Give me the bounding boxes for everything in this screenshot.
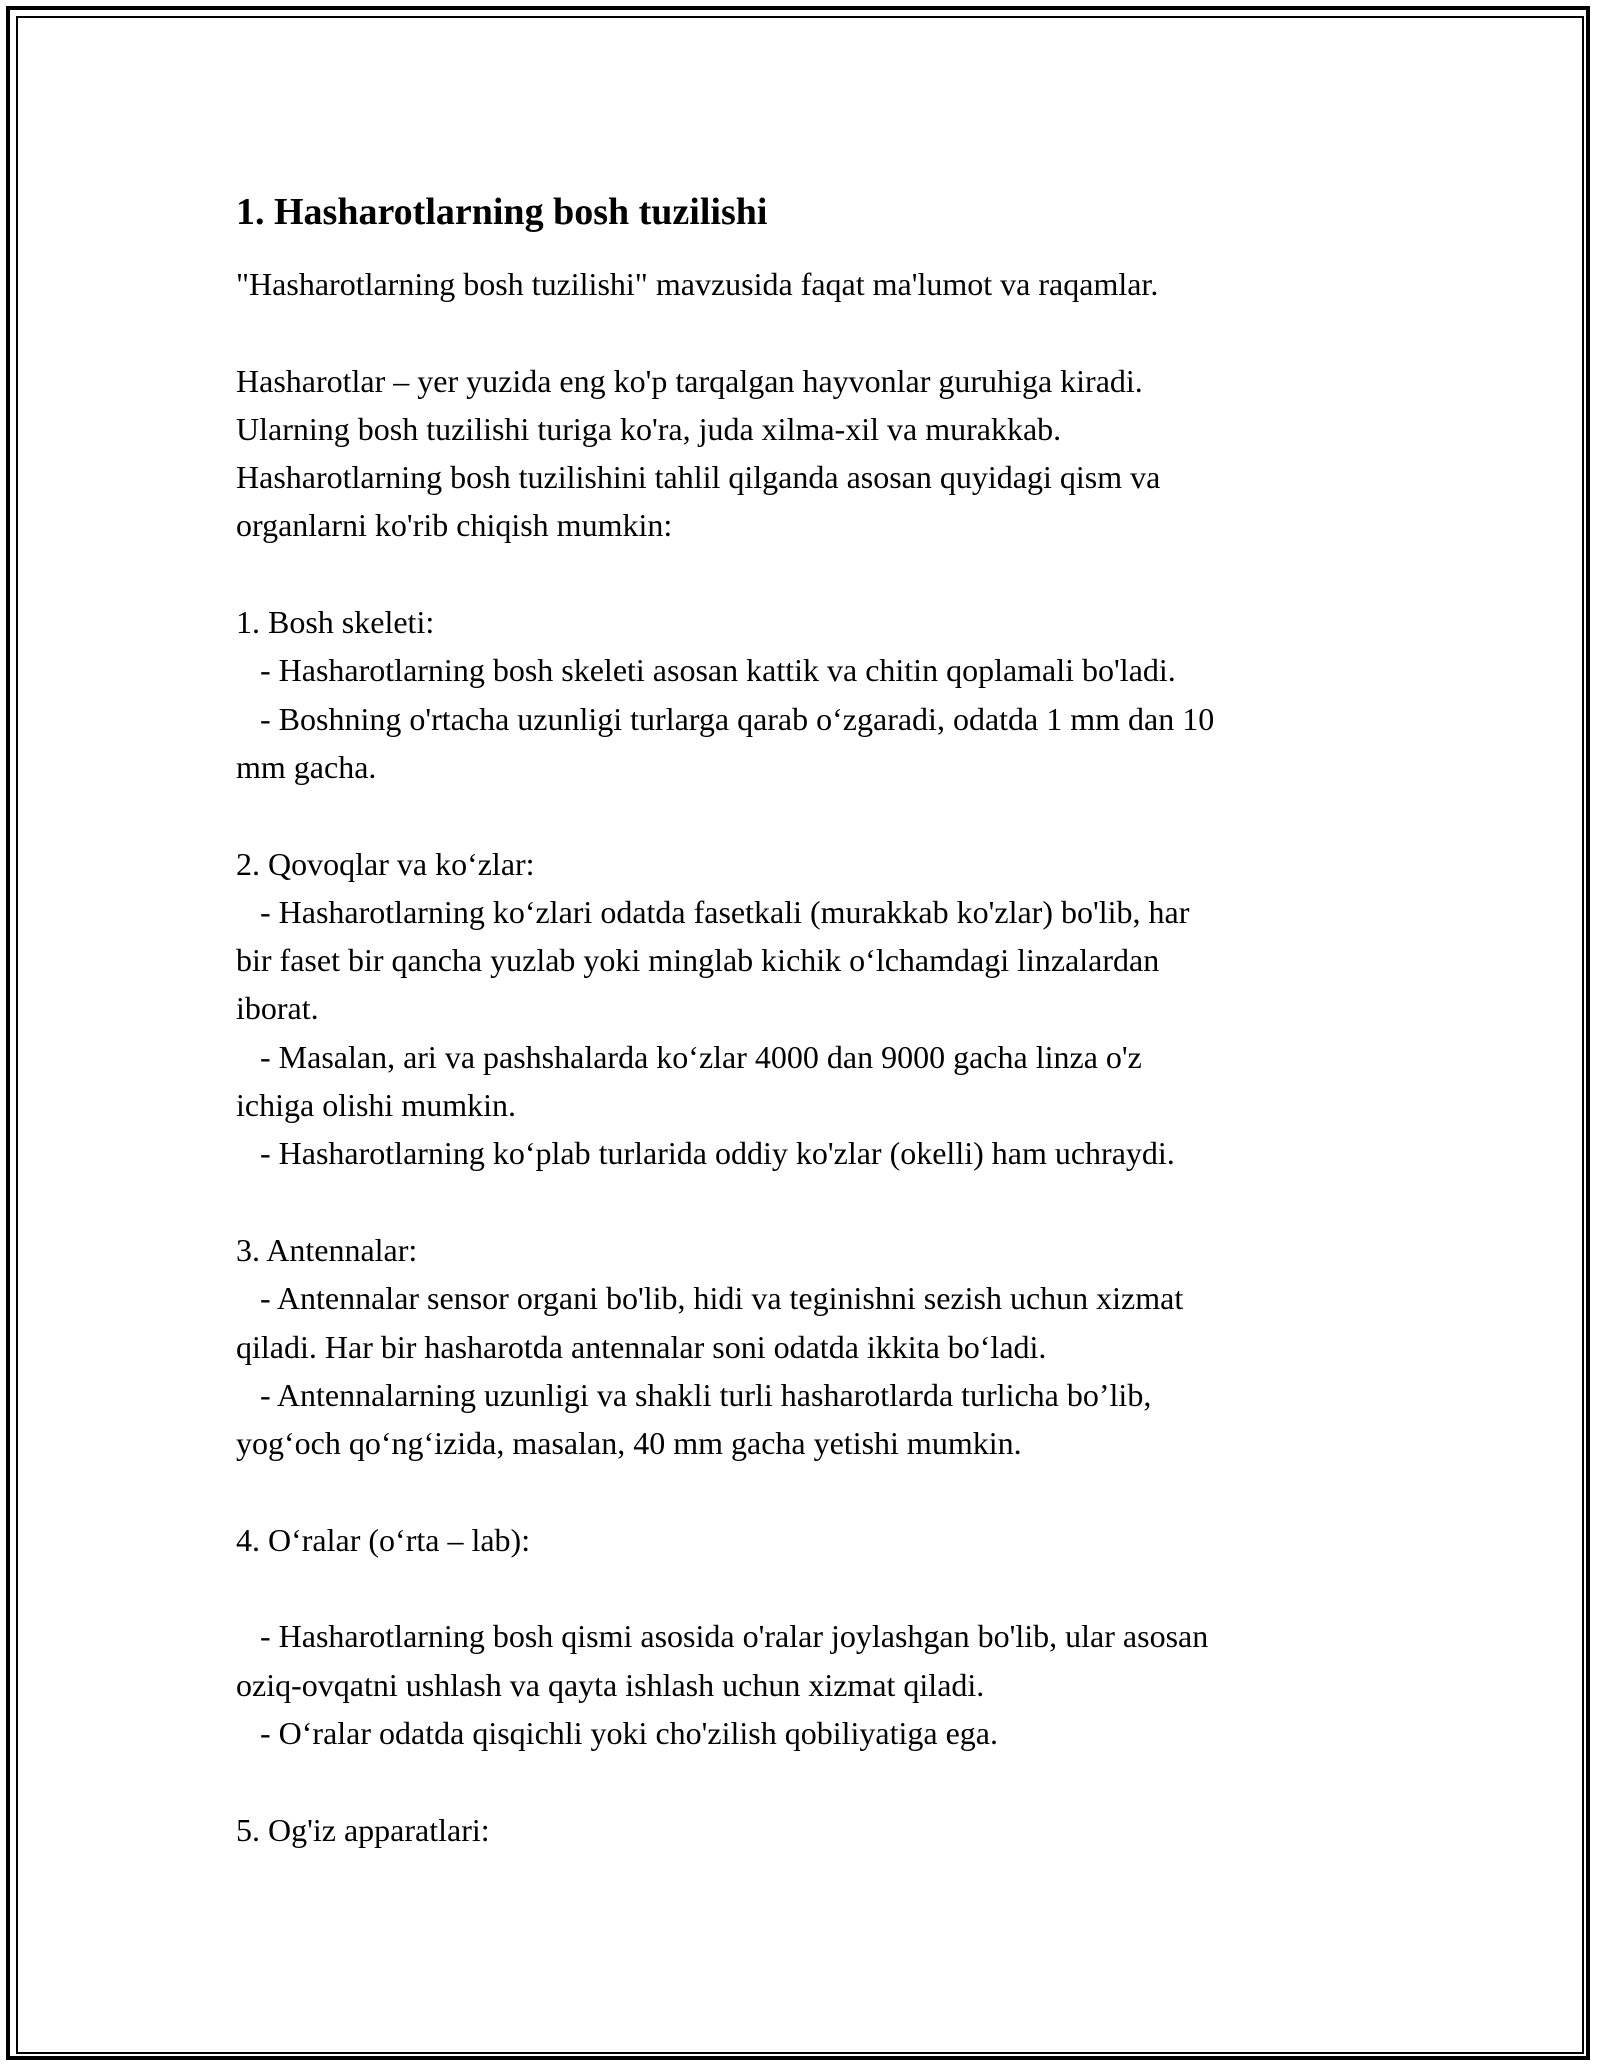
- text-line: [236, 791, 1366, 839]
- text-line: Hasharotlarning bosh tuzilishini tahlil qilganda asosan quyidagi qism va: [236, 459, 1161, 496]
- text-line: - Hasharotlarning koʻzlari odatda fasetkali (murakkab ko'zlar) bo'lib, har: [236, 893, 1190, 930]
- text-line: [236, 1757, 1366, 1805]
- text-line: - Antennalar sensor organi bo'lib, hidi va teginishni sezish uchun xizmat: [236, 1280, 1184, 1317]
- text-line: 5. Og'iz apparatlari:: [236, 1811, 490, 1848]
- text-line: - Oʻralar odatda qisqichli yoki cho'zilish qobiliyatiga ega.: [236, 1714, 998, 1751]
- text-line: oziq-ovqatni ushlash va qayta ishlash uchun xizmat qiladi.: [236, 1666, 985, 1703]
- text-line: mm gacha.: [236, 748, 377, 785]
- text-line: 3. Antennalar:: [236, 1231, 418, 1268]
- text-line: - Hasharotlarning bosh skeleti asosan kattik va chitin qoplamali bo'ladi.: [236, 652, 1176, 689]
- document-text: [236, 260, 1366, 1854]
- text-line: 2. Qovoqlar va koʻzlar:: [236, 845, 535, 882]
- text-line: 1. Bosh skeleti:: [236, 604, 435, 641]
- text-line: qiladi. Har bir hasharotda antennalar soni odatda ikkita boʻladi.: [236, 1328, 1047, 1365]
- text-line: [236, 1467, 1366, 1515]
- text-line: "Hasharotlarning bosh tuzilishi" mavzusida faqat ma'lumot va raqamlar.: [236, 266, 1159, 302]
- text-line: Hasharotlar – yer yuzida eng ko'p tarqalgan hayvonlar guruhiga kiradi.: [236, 362, 1143, 399]
- document-body: [236, 186, 1366, 1854]
- text-line: yogʻoch qoʻngʻizida, masalan, 40 mm gacha yetishi mumkin.: [236, 1425, 1022, 1462]
- text-line: Ularning bosh tuzilishi turiga ko'ra, juda xilma-xil va murakkab.: [236, 410, 1062, 447]
- text-line: 4. Oʻralar (oʻrta – lab):: [236, 1521, 531, 1558]
- text-line: ichiga olishi mumkin.: [236, 1087, 516, 1124]
- document-heading: 1. Hasharotlarning bosh tuzilishi: [236, 191, 768, 233]
- text-line: organlarni ko'rib chiqish mumkin:: [236, 507, 673, 544]
- text-line: iborat.: [236, 990, 319, 1027]
- text-line: bir faset bir qancha yuzlab yoki minglab kichik oʻlchamdagi linzalardan: [236, 942, 1160, 979]
- text-line: [236, 550, 1366, 598]
- text-line: [236, 1564, 1366, 1612]
- text-line: - Boshning o'rtacha uzunligi turlarga qarab oʻzgaradi, odatda 1 mm dan 10: [236, 700, 1215, 737]
- text-line: - Hasharotlarning bosh qismi asosida o'ralar joylashgan bo'lib, ular asosan: [236, 1618, 1209, 1655]
- text-line: - Hasharotlarning koʻplab turlarida oddiy ko'zlar (okelli) ham uchraydi.: [236, 1135, 1175, 1172]
- text-line: [236, 308, 1366, 356]
- text-line: - Antennalarning uzunligi va shakli turli hasharotlarda turlicha bo’lib,: [236, 1376, 1152, 1413]
- text-line: - Masalan, ari va pashshalarda koʻzlar 4000 dan 9000 gacha linza o'z: [236, 1038, 1142, 1075]
- text-line: [236, 1178, 1366, 1226]
